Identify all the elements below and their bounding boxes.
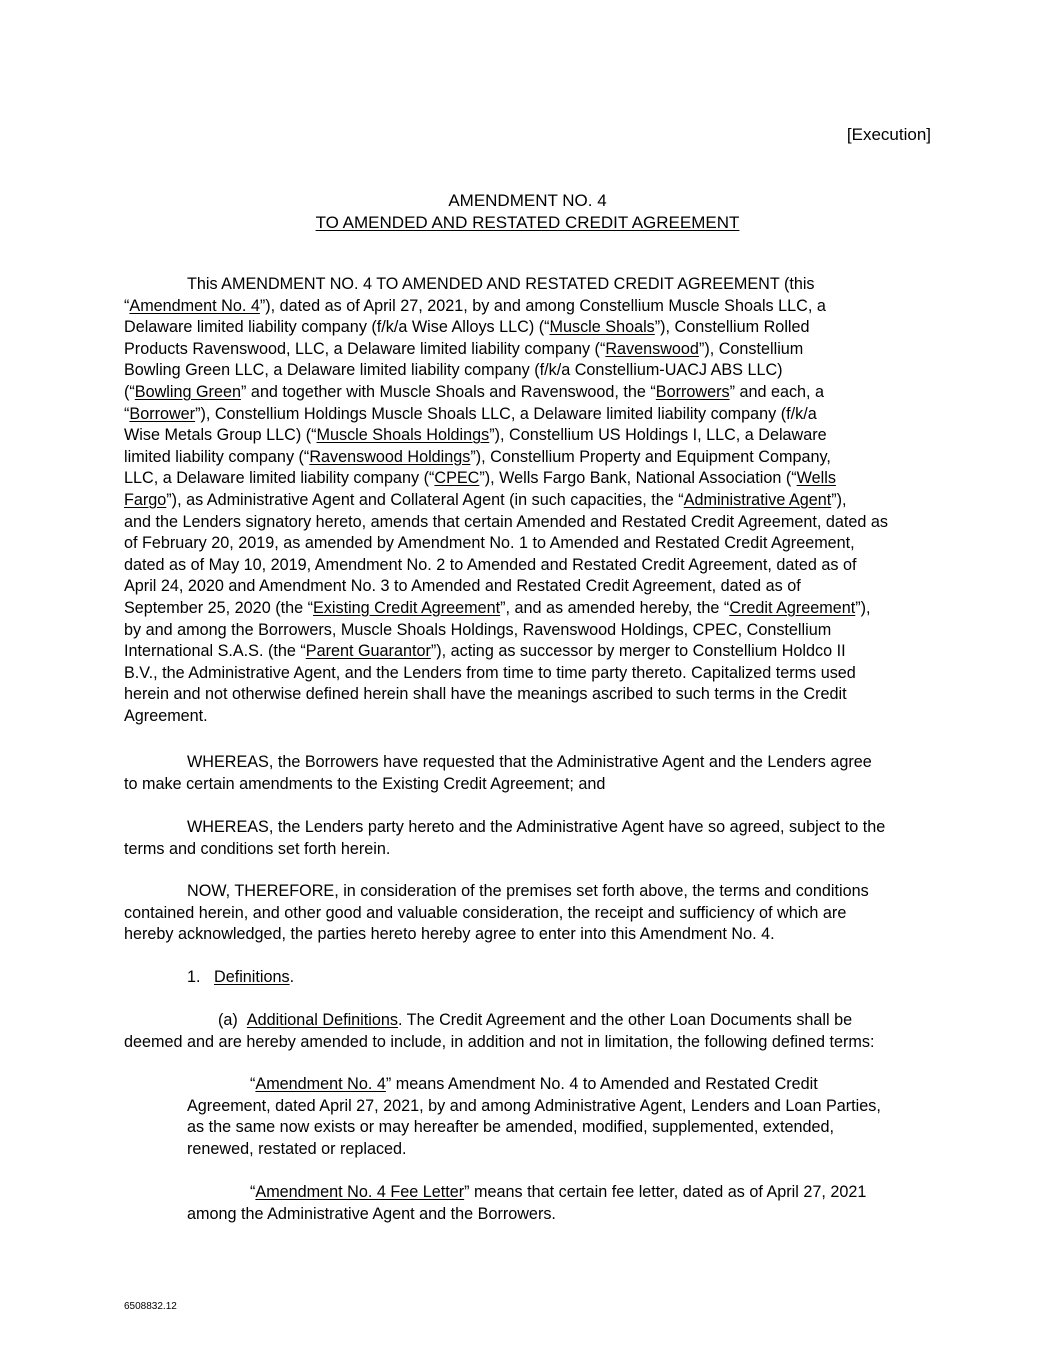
text-run: ” means Amendment No. 4 to Amended and Restated Credit (385, 1075, 818, 1093)
defined-term: Fargo (124, 490, 167, 509)
defined-term: Credit Agreement (729, 598, 856, 617)
text-line (124, 1010, 932, 1032)
text-line: herein and not otherwise defined herein shall have the meanings ascribed to such terms in the Credit (124, 685, 847, 704)
text-line: NOW, THEREFORE, in consideration of the premises set forth above, the terms and conditions (187, 882, 869, 900)
document-title: AMENDMENT NO. 4 (448, 191, 607, 210)
text-line: WHEREAS, the Borrowers have requested that the Administrative Agent and the Lenders agree (187, 753, 872, 771)
subsection-label: (a) (218, 1011, 238, 1029)
text-line (124, 967, 932, 989)
text-run: “ (250, 1075, 256, 1093)
text-run: ”), dated as of April 27, 2021, by and among Constellium Muscle Shoals LLC, a (259, 296, 826, 315)
text-line (124, 598, 932, 620)
text-run: ” means that certain fee letter, dated as of April 27, 2021 (464, 1183, 867, 1201)
execution-label: [Execution] (846, 125, 931, 144)
text-run: limited liability company (“ (124, 447, 310, 466)
text-run: ”), Constellium Property and Equipment Company, (470, 447, 831, 466)
text-line: terms and conditions set forth herein. (124, 839, 391, 858)
text-run: . (289, 968, 295, 986)
definition-amendment-no-4 (187, 1074, 932, 1160)
defined-term: CPEC (434, 469, 480, 488)
text-run: ”, and as amended hereby, the “ (500, 598, 730, 617)
text-line: This AMENDMENT NO. 4 TO AMENDED AND RESTATED CREDIT AGREEMENT (this (187, 275, 815, 293)
text-run: LLC, a Delaware limited liability company (“ (124, 469, 435, 488)
text-line (124, 641, 932, 663)
defined-term: Muscle Shoals (549, 318, 655, 337)
text-line: hereby acknowledged, the parties hereto hereby agree to enter into this Amendment No. 4. (124, 925, 775, 944)
text-line (124, 490, 932, 512)
section-1-heading (124, 967, 932, 989)
text-line (187, 1182, 932, 1204)
whereas-paragraph-1 (124, 752, 932, 795)
defined-term: Ravenswood Holdings (309, 447, 471, 466)
text-line: of February 20, 2019, as amended by Amendment No. 1 to Amended and Restated Credit Agreement, (124, 534, 855, 553)
text-line: to make certain amendments to the Existing Credit Agreement; and (124, 774, 606, 793)
text-run: “ (124, 296, 130, 315)
text-run: “ (250, 1183, 256, 1201)
text-run: September 25, 2020 (the “ (124, 598, 313, 617)
now-therefore-paragraph (124, 881, 932, 946)
whereas-paragraph-2 (124, 817, 932, 860)
text-line: Bowling Green LLC, a Delaware limited liability company (f/k/a Constellium-UACJ ABS LLC) (124, 361, 783, 380)
text-run: Delaware limited liability company (f/k/a Wise Alloys LLC) (“ (124, 318, 550, 337)
text-run: Wise Metals Group LLC) (“ (124, 426, 317, 445)
document-subtitle-text: TO AMENDED AND RESTATED CREDIT AGREEMENT (315, 213, 740, 232)
text-run: “ (124, 404, 130, 423)
text-line: Agreement. (124, 706, 208, 725)
text-line: WHEREAS, the Lenders party hereto and the Administrative Agent have so agreed, subject to the (187, 818, 886, 836)
text-run: ” and together with Muscle Shoals and Ravenswood, the “ (240, 382, 656, 401)
text-run: International S.A.S. (the “ (124, 642, 306, 661)
text-line: dated as of May 10, 2019, Amendment No. 2 to Amended and Restated Credit Agreement, dated as of (124, 555, 857, 574)
text-line: B.V., the Administrative Agent, and the Lenders from time to time party thereto. Capitalized terms used (124, 663, 856, 682)
text-line (124, 425, 932, 447)
text-line: deemed and are hereby amended to include, in addition and not in limitation, the following defined terms: (124, 1032, 875, 1051)
text-line: and the Lenders signatory hereto, amends that certain Amended and Restated Credit Agreement, dated as (124, 512, 888, 531)
section-number: 1. (187, 968, 201, 986)
document-id: 6508832.12 (124, 1301, 177, 1312)
text-line (124, 296, 932, 318)
text-line (124, 339, 932, 361)
text-run: ”), Constellium Holdings Muscle Shoals LLC, a Delaware limited liability company (f/k/a (195, 404, 817, 423)
text-line: renewed, restated or replaced. (187, 1139, 407, 1158)
subsection-heading: Additional Definitions (246, 1011, 398, 1029)
text-run: Products Ravenswood, LLC, a Delaware limited liability company (“ (124, 339, 606, 358)
text-line (124, 382, 932, 404)
subsection-a (124, 1010, 932, 1053)
text-run: ” and each, a (729, 382, 825, 401)
defined-term: Muscle Shoals Holdings (316, 426, 490, 445)
text-line: by and among the Borrowers, Muscle Shoals Holdings, Ravenswood Holdings, CPEC, Constellium (124, 620, 832, 639)
text-run: ”), (855, 598, 871, 617)
intro-paragraph (124, 274, 932, 727)
text-run: ”), Constellium (698, 339, 804, 358)
text-run: ”), acting as successor by merger to Constellium Holdco II (430, 642, 846, 661)
definition-fee-letter (187, 1182, 932, 1225)
text-run: ”), Wells Fargo Bank, National Association (“ (479, 469, 797, 488)
text-line: Agreement, dated April 27, 2021, by and among Administrative Agent, Lenders and Loan Parties, (187, 1096, 881, 1115)
text-line (187, 1074, 932, 1096)
text-run: ”), Constellium Rolled (654, 318, 810, 337)
text-run: . The Credit Agreement and the other Loan Documents shall be (397, 1011, 853, 1029)
text-run: ”), Constellium US Holdings I, LLC, a Delaware (489, 426, 827, 445)
defined-term: Amendment No. 4 Fee Letter (255, 1183, 465, 1201)
defined-term: Wells (796, 469, 836, 488)
defined-term: Existing Credit Agreement (312, 598, 501, 617)
text-line: as the same now exists or may hereafter be amended, modified, supplemented, extended, (187, 1118, 834, 1137)
text-run: ”), (831, 490, 847, 509)
text-line (124, 468, 932, 490)
defined-term: Amendment No. 4 (255, 1075, 386, 1093)
text-line: April 24, 2020 and Amendment No. 3 to Amended and Restated Credit Agreement, dated as of (124, 577, 801, 596)
defined-term: Parent Guarantor (305, 642, 431, 661)
document-subtitle (0, 212, 1055, 234)
defined-term: Borrowers (655, 382, 730, 401)
text-line (124, 317, 932, 339)
text-line (124, 447, 932, 469)
defined-term: Borrower (129, 404, 196, 423)
text-line: among the Administrative Agent and the Borrowers. (187, 1204, 556, 1223)
text-line (124, 404, 932, 426)
defined-term: Administrative Agent (683, 490, 832, 509)
defined-term: Amendment No. 4 (129, 296, 260, 315)
text-run: ”), as Administrative Agent and Collateral Agent (in such capacities, the “ (166, 490, 684, 509)
text-run: (“ (124, 382, 135, 401)
defined-term: Ravenswood (605, 339, 699, 358)
section-heading: Definitions (214, 968, 290, 986)
defined-term: Bowling Green (134, 382, 241, 401)
text-line: contained herein, and other good and valuable consideration, the receipt and sufficiency of which are (124, 903, 847, 922)
